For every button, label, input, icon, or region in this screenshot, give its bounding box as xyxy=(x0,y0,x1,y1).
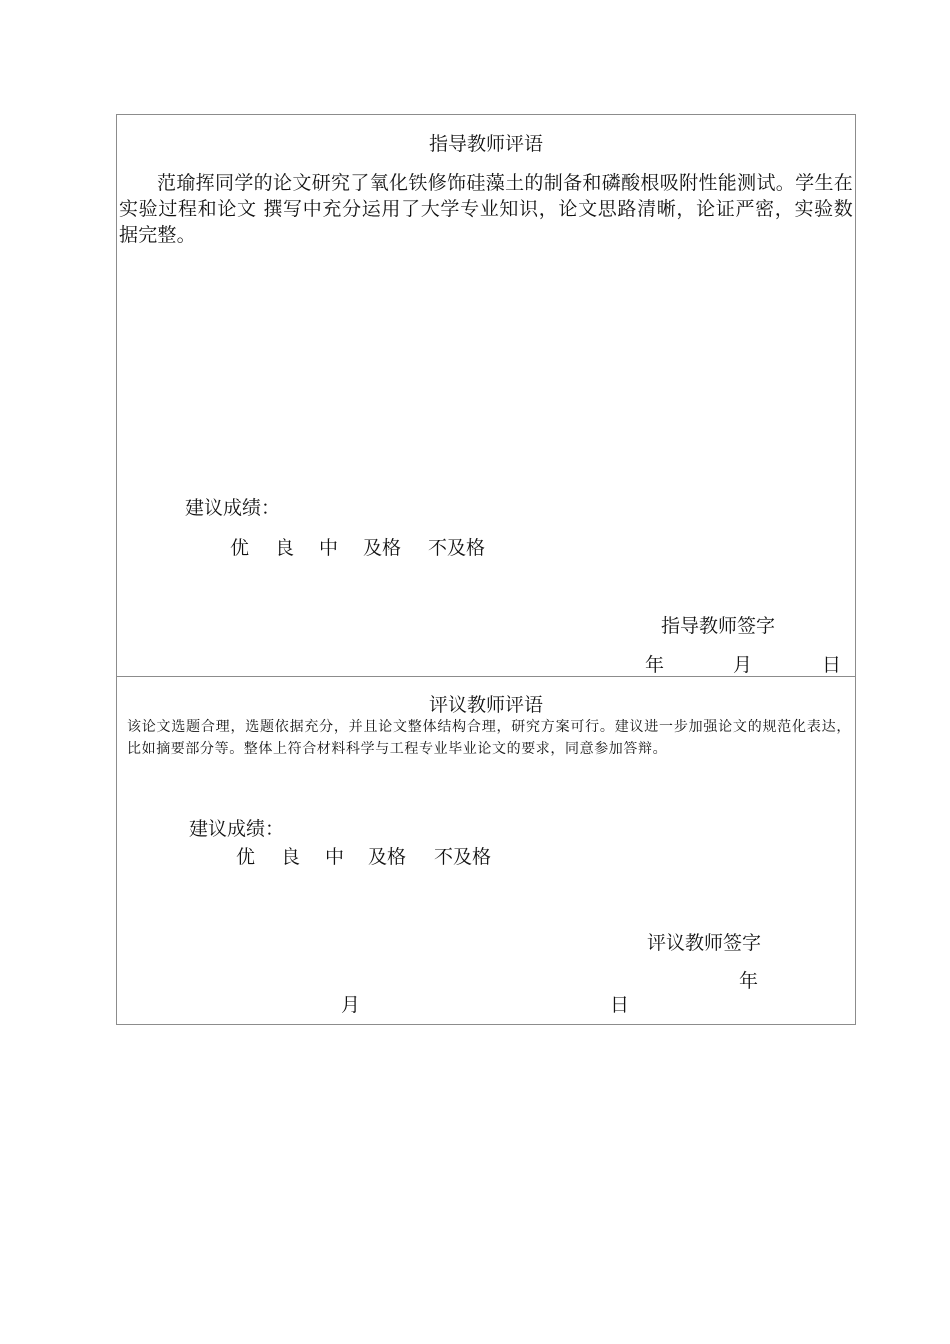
reviewer-signature-label: 评议教师签字 xyxy=(647,932,762,954)
grade-option-fail: 不及格 xyxy=(428,537,486,559)
grade-option-excellent: 优 xyxy=(230,537,250,559)
grade-option-good: 良 xyxy=(281,846,301,868)
advisor-section xyxy=(117,115,855,677)
grade-option-medium: 中 xyxy=(325,846,345,868)
advisor-date-year: 年 xyxy=(645,654,665,676)
grade-option-pass: 及格 xyxy=(363,537,402,559)
reviewer-grade-label: 建议成绩： xyxy=(189,818,285,840)
reviewer-comment: 该论文选题合理，选题依据充分，并且论文整体结构合理，研究方案可行。建议进一步加强论文的规范化表达，比如摘要部分等。整体上符合材料科学与工程专业毕业论文的要求，同意参加答辩。 xyxy=(127,719,851,757)
reviewer-date-day: 日 xyxy=(610,994,630,1016)
advisor-comment: 范瑜挥同学的论文研究了氧化铁修饰硅藻土的制备和磷酸根吸附性能测试。学生在实验过程和论文 撰写中充分运用了大学专业知识，论文思路清晰，论证严密，实验数据完整。 xyxy=(119,172,853,246)
grade-option-medium: 中 xyxy=(319,537,339,559)
advisor-date-month: 月 xyxy=(733,654,753,676)
reviewer-heading: 评议教师评语 xyxy=(428,694,543,716)
advisor-signature-label: 指导教师签字 xyxy=(661,615,776,637)
grade-option-fail: 不及格 xyxy=(434,846,492,868)
grade-option-good: 良 xyxy=(275,537,295,559)
reviewer-date-year: 年 xyxy=(739,970,759,992)
reviewer-section xyxy=(117,676,855,1024)
evaluation-form-table xyxy=(116,114,856,1025)
reviewer-date-month: 月 xyxy=(341,994,361,1016)
advisor-heading: 指导教师评语 xyxy=(428,133,543,155)
advisor-date-day: 日 xyxy=(822,654,842,676)
advisor-grade-label: 建议成绩： xyxy=(185,497,281,519)
grade-option-excellent: 优 xyxy=(236,846,256,868)
grade-option-pass: 及格 xyxy=(368,846,407,868)
